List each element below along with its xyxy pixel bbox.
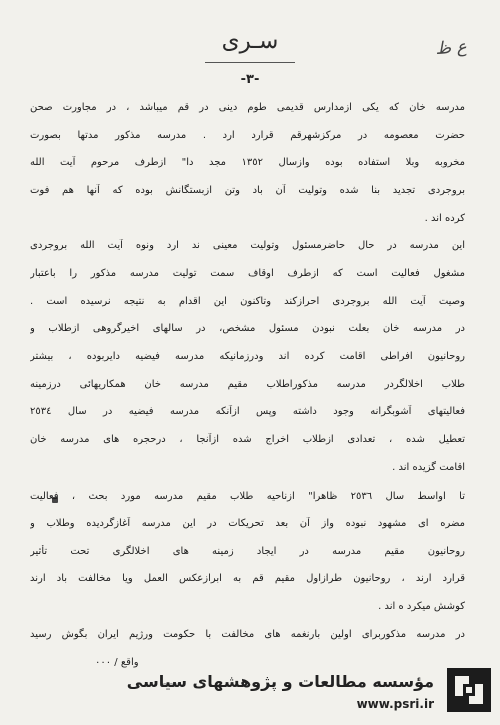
institute-logo-icon (447, 668, 491, 712)
text-line: کوشش میکرد ه اند . (378, 601, 465, 612)
text-line: مضره ای مشهود نبوده واز آن بعد تحریکات در این مدرسه آغازگردیده وطلاب و (30, 518, 465, 529)
text-line: مدرسه خان که یکی ازمدارس قدیمی طوم دینی در قم میباشد ، در مجاورت صحن (30, 102, 465, 113)
text-line: روحانیون مقیم مدرسه در ایجاد زمینه های اخلالگری تحت تأثیر (30, 546, 465, 557)
text-line: روحانیون افراطی اقامت کرده اند ودرزمانیکه مدرسه فیضیه دایربوده ، بیشتر (30, 351, 465, 362)
text-line: قرارد ارند ، روحانیون طرازاول مقیم قم به ابرازعکس العمل ویا مخالفت باد ارند (30, 573, 465, 584)
text-line: مخروبه وبلا استفاده بوده وازسال ١٣٥٢ مجد دا" ازطرف مرحوم آیت الله (30, 157, 465, 168)
text-line: بروجردی تجدید بنا شده وتولیت آن باد وتن ازبستگانش بوده که آنها هم فوت (30, 185, 465, 196)
footer-note: واقع / ٠٠٠ (95, 657, 139, 668)
text-line: طلاب اخلالگردر مدرسه مذکوراطلاب مقیم مدرسه خان همکاریهائی درزمینه (30, 379, 465, 390)
document-heading: سـری (221, 28, 279, 54)
text-line: در مدرسه مذکوربرای اولین بارنغمه های مخالفت با حکومت ورژیم ایران بگوش رسید (30, 629, 465, 640)
text-line: فعالیتهای آشوبگرانه وجود داشته وپس ازآنکه مدرسه فیضیه در سال ٢٥٣٤ (30, 406, 465, 417)
text-line: تعطیل شده ، تعدادی ازطلاب اخراج شده ازآنجا ، درحجره های مدرسه خان (30, 434, 465, 445)
heading-underline (205, 62, 295, 63)
watermark-url: www.psri.ir (356, 697, 434, 711)
text-line: حضرت معصومه در مرکزشهرقم قرارد ارد . مدرسه مذکور مدتها بصورت (30, 130, 465, 141)
text-line: وصیت آیت الله بروجردی احرازکند وتاکنون این اقدام به نتیجه نرسیده است . (30, 296, 465, 307)
text-line: این مدرسه در حال حاضرمسئول وتولیت معینی ند ارد ونوه آیت الله بروجردی (30, 240, 465, 251)
page-number: -٣- (240, 72, 260, 87)
text-line: در مدرسه خان بعلت نبودن مسئول مشخص، در سالهای اخیرگروهی ازطلاب و (30, 323, 465, 334)
text-line: تا اواسط سال ٢٥٣٦ ظاهرا" ازناحیه طلاب مقیم مدرسه مورد بحث ، فعالیت (30, 491, 465, 502)
text-line: اقامت گزیده اند . (392, 462, 465, 473)
text-line: مشغول فعالیت است که ازطرف اوقاف سمت تولیت مدرسه مذکور را باعتبار (30, 268, 465, 279)
handwritten-margin-note: ع ظ (434, 36, 468, 60)
watermark-institute-name: مؤسسه مطالعات و پژوهشهای سیاسی (126, 672, 434, 691)
text-line: کرده اند . (424, 213, 465, 224)
